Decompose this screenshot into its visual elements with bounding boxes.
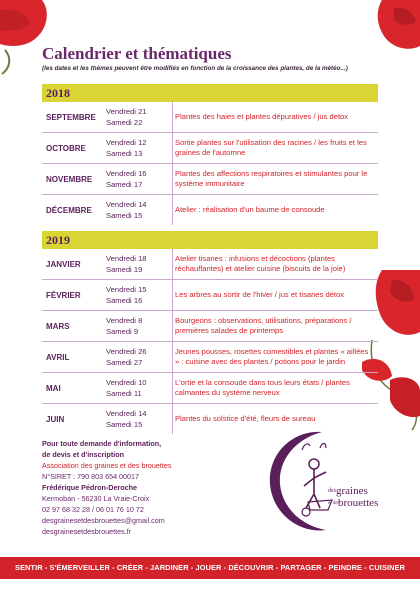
- date-friday: Vendredi 14: [106, 409, 147, 418]
- month-label: AVRIL: [46, 352, 70, 362]
- email-link[interactable]: desgrainesetdesbrouettes@gmail.com: [42, 516, 165, 525]
- session-dates: [106, 377, 172, 399]
- page-subtitle: (les dates et les thèmes peuvent être modifiés en fonction de la croissance des plantes, de la météo...): [42, 65, 348, 72]
- date-saturday: Samedi 27: [106, 358, 143, 367]
- month-label: JUIN: [46, 414, 65, 424]
- table-row: [42, 164, 378, 195]
- contact-intro-line1: Pour toute demande d'information,: [42, 439, 162, 448]
- date-saturday: Samedi 11: [106, 389, 142, 398]
- table-row: [42, 342, 378, 373]
- date-friday: Vendredi 12: [106, 138, 147, 147]
- date-saturday: Samedi 22: [106, 118, 143, 127]
- month-label: MAI: [46, 383, 61, 393]
- month-label: MARS: [46, 321, 70, 331]
- table-row: [42, 102, 378, 133]
- session-dates: [106, 315, 172, 337]
- table-row: [42, 195, 378, 225]
- session-dates: [106, 137, 172, 159]
- logo-word-graines: graines: [336, 485, 368, 497]
- session-dates: [106, 408, 172, 430]
- date-friday: Vendredi 21: [106, 107, 147, 116]
- session-theme: Les arbres au sortir de l'hiver / jus et tisanes détox: [175, 290, 345, 299]
- date-friday: Vendredi 15: [106, 285, 147, 294]
- date-saturday: Samedi 13: [106, 149, 143, 158]
- session-dates: [106, 284, 172, 306]
- month-label: DÉCEMBRE: [46, 205, 92, 215]
- date-friday: Vendredi 8: [106, 316, 143, 325]
- date-friday: Vendredi 26: [106, 347, 147, 356]
- month-label: OCTOBRE: [46, 143, 86, 153]
- table-row: [42, 373, 378, 404]
- date-saturday: Samedi 19: [106, 265, 143, 274]
- session-theme: Atelier : réalisation d'un baume de consoude: [175, 205, 325, 214]
- date-saturday: Samedi 15: [106, 420, 143, 429]
- month-label: SEPTEMBRE: [46, 112, 96, 122]
- year-section-2019: [42, 231, 378, 434]
- session-dates: [106, 253, 172, 275]
- website-link[interactable]: desgrainesetdesbrouettes.fr: [42, 527, 132, 536]
- session-dates: [106, 199, 172, 221]
- table-row: [42, 311, 378, 342]
- session-theme: Plantes des affections respiratoires et stimulantes pour le système immunitaire: [175, 169, 368, 188]
- session-theme: Bourgeons : observations, utilisations, préparations / premières salades de printemps: [175, 316, 352, 335]
- contact-block: [42, 438, 232, 537]
- contact-person: Frédérique Pédron-Deroche: [42, 483, 138, 492]
- session-dates: [106, 106, 172, 128]
- table-row: [42, 249, 378, 280]
- footer-banner: SENTIR - S'ÉMERVEILLER - CRÉER - JARDINER - JOUER - DÉCOUVRIR - PARTAGER - PEINDRE - CUISINER: [0, 557, 420, 579]
- logo-word-etdes: et des: [328, 501, 340, 506]
- logo-emblem-icon: [262, 428, 379, 538]
- date-friday: Vendredi 18: [106, 254, 147, 263]
- session-dates: [106, 346, 172, 368]
- date-saturday: Samedi 17: [106, 180, 143, 189]
- table-row: [42, 280, 378, 311]
- month-label: JANVIER: [46, 259, 81, 269]
- year-header: 2018: [42, 84, 378, 102]
- association-logo: [262, 428, 379, 538]
- date-friday: Vendredi 16: [106, 169, 147, 178]
- session-theme: Plantes du solstice d'été, fleurs de sureau: [175, 414, 316, 423]
- poppy-top-right-illustration: [370, 0, 420, 60]
- date-friday: Vendredi 14: [106, 200, 147, 209]
- date-saturday: Samedi 9: [106, 327, 139, 336]
- session-theme: L'ortie et la consoude dans tous leurs états / plantes calmantes du système nerveux: [175, 378, 350, 397]
- year-section-2018: [42, 84, 378, 225]
- year-header: 2019: [42, 231, 378, 249]
- calendar-table: [42, 84, 378, 434]
- session-theme: Jeunes pousses, rosettes comestibles et plantes « aillées » : cuisine avec des plantes / potions pour le jardin: [175, 347, 369, 366]
- session-theme: Sortie plantes sur l'utilisation des racines / les fruits et les graines de l'automne: [175, 138, 367, 157]
- contact-intro-line2: de devis et d'inscription: [42, 450, 124, 459]
- siret-number: N°SIRET : 790 803 654 00017: [42, 472, 140, 481]
- organization-name: Association des graines et des brouettes: [42, 461, 172, 470]
- session-dates: [106, 168, 172, 190]
- table-row: [42, 133, 378, 164]
- phone-numbers: 02 97 68 32 28 / 06 01 76 10 72: [42, 505, 144, 514]
- postal-address: Kermoban - 56230 La Vraie-Croix: [42, 494, 150, 503]
- date-saturday: Samedi 16: [106, 296, 143, 305]
- session-theme: Plantes des haies et plantes dépuratives / jus detox: [175, 112, 349, 121]
- month-label: NOVEMBRE: [46, 174, 93, 184]
- date-friday: Vendredi 10: [106, 378, 147, 387]
- logo-word-des: des: [328, 488, 336, 494]
- date-saturday: Samedi 15: [106, 211, 143, 220]
- page-title: Calendrier et thématiques: [42, 44, 232, 63]
- month-label: FÉVRIER: [46, 290, 81, 300]
- session-theme: Atelier tisanes : infusions et décoctions (plantes réchauffantes) et atelier cuisine (biscuits de la joie): [175, 254, 346, 273]
- logo-word-brouettes: brouettes: [338, 497, 379, 509]
